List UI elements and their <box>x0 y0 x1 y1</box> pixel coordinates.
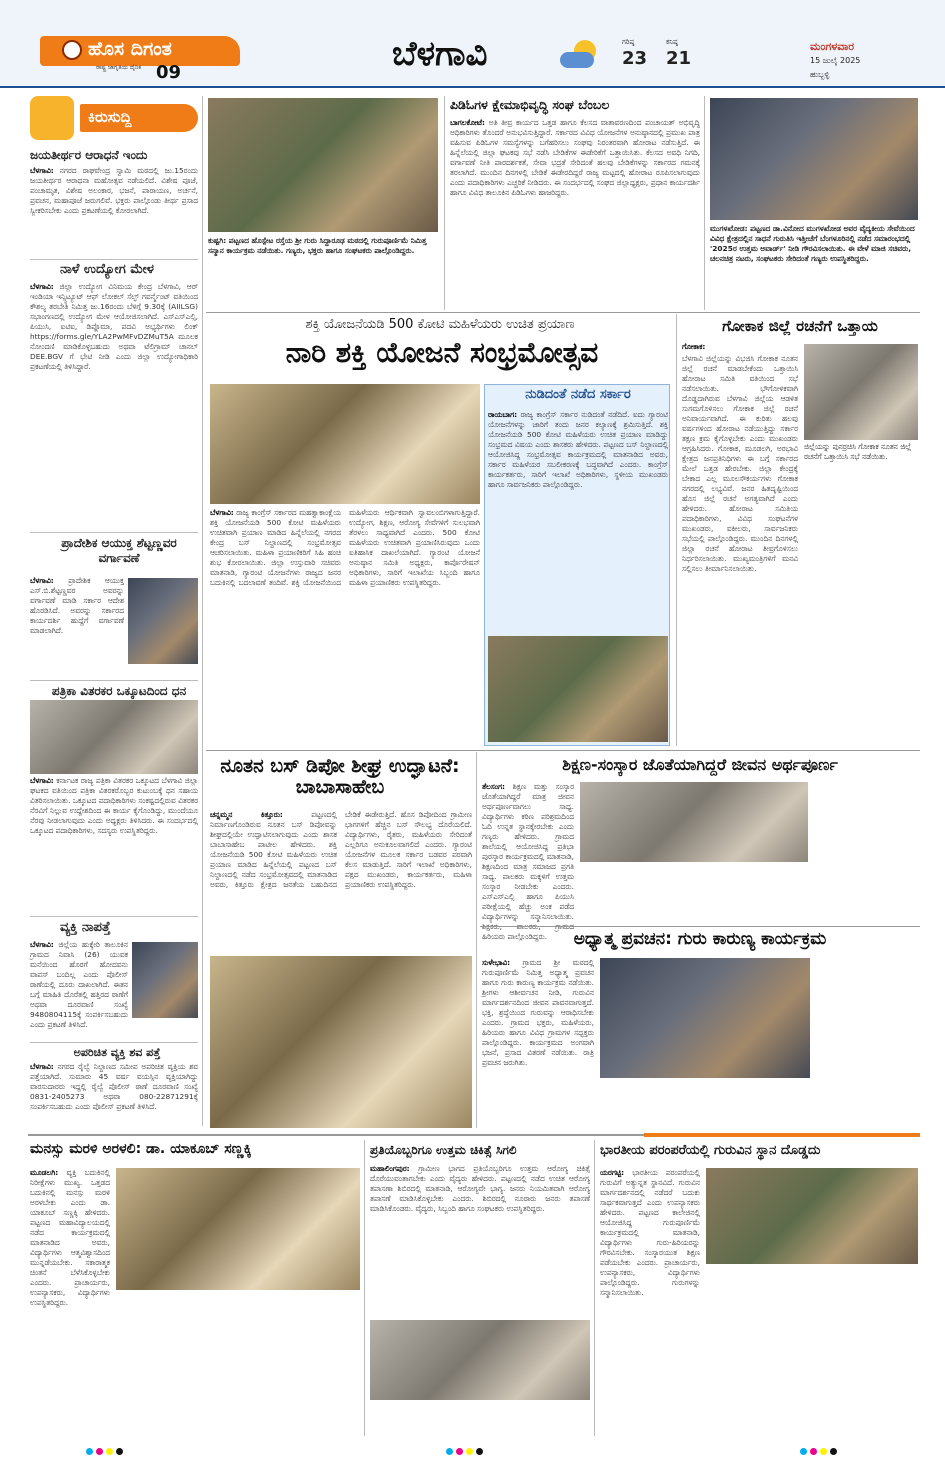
gurupurnima-caption: ಕುಷ್ಟಗಿ: ಪಟ್ಟಣದ ಹೊಸ್ಪೇಟ ರಸ್ತೆಯ ಶ್ರೀ ಗುರು ಸಿದ್ದಾರೂಢ ಮಠದಲ್ಲಿ ಗುರುಪೂರ್ಣಿಮೆ ನಿಮಿತ್ತ ಸನ್ಮಾನ ಕಾರ್ಯಕ್ರಮ ನಡೆಯಿತು. ಗಣ್ಯರು, ಭಕ್ತರು ಹಾಗೂ ಸಂಘಟಕರು ಪಾಲ್ಗೊಂಡಿದ್ದರು. <box>208 236 427 255</box>
nudi-photo <box>488 636 668 742</box>
kiru-icon <box>30 96 74 140</box>
shikshana-body-2 <box>580 864 918 922</box>
gokak-body-continued <box>804 496 918 746</box>
bharatiya-photo <box>706 1168 918 1264</box>
kiru-item-5-head: ವ್ಯಕ್ತಿ ನಾಪತ್ತೆ <box>60 920 111 935</box>
kiru-item-5-body: ಬೆಳಗಾವಿ: ಜಿಲ್ಲೆಯ ಹುಕ್ಕೇರಿ ತಾಲೂಕಿನ ಗ್ರಾಮದ ನಿವಾಸಿ (26) ಯುವಕ ಮನೆಯಿಂದ ಹೊರಗೆ ಹೋದವನು ವಾಪಸ್ ಬಂದಿಲ್ಲ ಎಂದು ಪೊಲೀಸ್ ಠಾಣೆಯಲ್ಲಿ ದೂರು ದಾಖಲಾಗಿದೆ. ಈತನ ಬಗ್ಗೆ ಮಾಹಿತಿ ದೊರೆತಲ್ಲಿ ಹತ್ತಿರದ ಠಾಣೆಗೆ ಅಥವಾ ದೂರವಾಣಿ ಸಂಖ್ಯೆ 9480804115ಕ್ಕೆ ಸಂಪರ್ಕಿಸಬಹುದು ಎಂದು ಪ್ರಕಟಣೆ ತಿಳಿಸಿದೆ. <box>30 940 131 1029</box>
missing-person-photo <box>132 942 198 1018</box>
edition: ಹುಬ್ಬಳ್ಳಿ <box>810 70 830 79</box>
max-temp: 23 <box>622 48 648 69</box>
adhyatma-title: ಅಧ್ಯಾತ್ಮ ಪ್ರವಚನ: ಗುರು ಕಾರುಣ್ಯ ಕಾರ್ಯಕ್ರಮ <box>573 929 827 949</box>
shikshana-title: ಶಿಕ್ಷಣ-ಸಂಸ್ಕಾರ ಜೊತೆಯಾಗಿದ್ದರೆ ಜೀವನ ಅರ್ಥಪೂರ್ಣ <box>562 755 838 774</box>
shikshana-photo <box>580 782 808 862</box>
manasu-body: ಮೂಡಲಗಿ: ವ್ಯಕ್ತಿ ಬದುಕಿನಲ್ಲಿ ನಿರೀಕ್ಷೆಗಳು ಮುಖ್ಯ. ಒತ್ತಡದ ಬದುಕಿನಲ್ಲಿ ಮನಸ್ಸು ಮರಳಿ ಅರಳಬೇಕು ಎಂದು ಡಾ. ಯಾಕೂಬ್ ಸಣ್ಣಕ್ಕಿ ಹೇಳಿದರು. ಪಟ್ಟಣದ ಮಹಾವಿದ್ಯಾಲಯದಲ್ಲಿ ನಡೆದ ಕಾರ್ಯಕ್ರಮದಲ್ಲಿ ಮಾತನಾಡಿದ ಅವರು, ವಿದ್ಯಾರ್ಥಿಗಳು ಆತ್ಮವಿಶ್ವಾಸದಿಂದ ಮುನ್ನಡೆಯಬೇಕು. ಸಕಾರಾತ್ಮಕ ಚಿಂತನೆ ಬೆಳೆಸಿಕೊಳ್ಳಬೇಕು ಎಂದರು. ಪ್ರಾಚಾರ್ಯರು, ಉಪನ್ಯಾಸಕರು, ವಿದ್ಯಾರ್ಥಿಗಳು ಉಪಸ್ಥಿತರಿದ್ದರು. <box>30 1168 113 1307</box>
gurupurnima-photo <box>208 98 438 232</box>
manasu-photo <box>116 1168 360 1290</box>
gokak-title: ಗೋಕಾಕ ಜಿಲ್ಲೆ ರಚನೆಗೆ ಒತ್ತಾಯ <box>722 317 878 335</box>
chikitse-body: ಮಹಾಲಿಂಗಪುರ: ಗ್ರಾಮೀಣ ಭಾಗದ ಪ್ರತಿಯೊಬ್ಬರಿಗೂ ಉತ್ತಮ ಆರೋಗ್ಯ ಚಿಕಿತ್ಸೆ ದೊರೆಯುವಂತಾಗಬೇಕು ಎಂದು ವೈದ್ಯರು ಹೇಳಿದರು. ಪಟ್ಟಣದಲ್ಲಿ ನಡೆದ ಉಚಿತ ಆರೋಗ್ಯ ತಪಾಸಣಾ ಶಿಬಿರದಲ್ಲಿ ಮಾತನಾಡಿ, ಆರೋಗ್ಯವೇ ಭಾಗ್ಯ. ಜನರು ನಿಯಮಿತವಾಗಿ ಆರೋಗ್ಯ ತಪಾಸಣೆ ಮಾಡಿಸಿಕೊಳ್ಳಬೇಕು ಎಂದರು. ಶಿಬಿರದಲ್ಲಿ ನೂರಾರು ಜನರು ತಪಾಸಣೆ ಮಾಡಿಸಿಕೊಂಡರು. ವೈದ್ಯರು, ಸಿಬ್ಬಂದಿ ಹಾಗೂ ಸಂಘಟಕರು ಉಪಸ್ಥಿತರಿದ್ದರು. <box>370 1164 593 1213</box>
registration-marks-left <box>86 1440 146 1450</box>
weather-icon <box>560 40 600 70</box>
bus-body: ಚನ್ನಮ್ಮನ ಕಿತ್ತೂರು: ಪಟ್ಟಣದಲ್ಲಿ ನಿರ್ಮಾಣಗೊಂಡಿರುವ ನೂತನ ಬಸ್ ಡಿಪೋವನ್ನು ಶೀಘ್ರದಲ್ಲಿಯೇ ಉದ್ಘಾಟಿಸಲಾಗುವುದು ಎಂದು ಶಾಸಕ ಬಾಬಾಸಾಹೇಬ ಪಾಟೀಲ ಹೇಳಿದರು. ಶಕ್ತಿ ಯೋಜನೆಯಡಿ 500 ಕೋಟಿ ಮಹಿಳೆಯರು ಉಚಿತ ಪ್ರಯಾಣ ಮಾಡಿದ ಹಿನ್ನೆಲೆಯಲ್ಲಿ ಪಟ್ಟಣದ ಬಸ್ ನಿಲ್ದಾಣದಲ್ಲಿ ನಡೆದ ಸಂಭ್ರಮೋತ್ಸವದಲ್ಲಿ ಮಾತನಾಡಿದ ಅವರು, ಕಿತ್ತೂರು ಕ್ಷೇತ್ರದ ಜನತೆಯ ಬಹುದಿನದ ಬೇಡಿಕೆ ಈಡೇರುತ್ತಿದೆ. ಹೊಸ ಡಿಪೋದಿಂದ ಗ್ರಾಮೀಣ ಭಾಗಗಳಿಗೆ ಹೆಚ್ಚಿನ ಬಸ್ ಸೌಲಭ್ಯ ದೊರೆಯಲಿದೆ. ವಿದ್ಯಾರ್ಥಿಗಳು, ರೈತರು, ಮಹಿಳೆಯರು ಸೇರಿದಂತೆ ಎಲ್ಲರಿಗೂ ಅನುಕೂಲವಾಗಲಿದೆ ಎಂದರು. ಗ್ಯಾರಂಟಿ ಯೋಜನೆಗಳ ಮೂಲಕ ಸರ್ಕಾರ ಬಡವರ ಪರವಾಗಿ ಕೆಲಸ ಮಾಡುತ್ತಿದೆ. ಸಾರಿಗೆ ಇಲಾಖೆ ಅಧಿಕಾರಿಗಳು, ಪಕ್ಷದ ಮುಖಂಡರು, ಕಾರ್ಯಕರ್ತರು, ಮಹಿಳಾ ಪ್ರಯಾಣಿಕರು ಉಪಸ್ಥಿತರಿದ್ದರು. <box>210 810 475 889</box>
kiru-item-6-head: ಅಪರಿಚಿತ ವ್ಯಕ್ತಿ ಶವ ಪತ್ತೆ <box>73 1046 161 1059</box>
registration-marks-right <box>800 1440 860 1450</box>
kiru-item-3-body: ಬೆಳಗಾವಿ: ಪ್ರಾದೇಶಿಕ ಆಯುಕ್ತ ಎಸ್.ಬಿ.ಶೆಟ್ಟಣ್ಣವರ ಅವರನ್ನು ವರ್ಗಾವಣೆ ಮಾಡಿ ಸರ್ಕಾರ ಆದೇಶ ಹೊರಡಿಸಿದೆ. ಅವರನ್ನು ಸರ್ಕಾರದ ಕಾರ್ಯದರ್ಶಿ ಹುದ್ದೆಗೆ ವರ್ಗಾವಣೆ ಮಾಡಲಾಗಿದೆ. <box>30 576 127 635</box>
min-temp-label: ಕನಿಷ್ಠ <box>666 38 678 46</box>
max-temp-label: ಗರಿಷ್ಠ <box>622 38 635 46</box>
brand-name: ಹೊಸ ದಿಗಂತ <box>88 38 172 60</box>
award-caption: ಮುಗಳಖೋಡ: ಪಟ್ಟಣದ ಡಾ.ವಿನೋದ ಮುಗಳಖೋಡ ಅವರ ವೈದ್ಯಕೀಯ ಸೇವೆಯಿಂದ ವಿವಿಧ ಕ್ಷೇತ್ರದಲ್ಲಿನ ಸಾಧನೆ ಗುರುತಿಸಿ ಇತ್ತೀಚೆಗೆ ಬೆಂಗಳೂರಿನಲ್ಲಿ ನಡೆದ ಸಮಾರಂಭದಲ್ಲಿ '2025ರ ಉತ್ತಮ ಅವಾರ್ಡ್' ನೀಡಿ ಗೌರವಿಸಲಾಯಿತು. ಈ ವೇಳೆ ಮಾಜಿ ಸಚಿವರು, ಚಲನಚಿತ್ರ ನಟರು, ಸಂಘಟಕರು ಸೇರಿದಂತೆ ಗಣ್ಯರು ಉಪಸ್ಥಿತರಿದ್ದರು. <box>710 224 915 263</box>
shakti-headline: ನಾರಿ ಶಕ್ತಿ ಯೋಜನೆ ಸಂಭ್ರಮೋತ್ಸವ <box>285 336 599 369</box>
gokak-body-a: ಗೋಕಾಕ: <box>682 342 706 351</box>
brand-tagline: ರಾಷ್ಟ್ರ ಜಾಗೃತಿಯ ದೈನಿಕ <box>96 64 142 71</box>
page-number: 09 <box>156 62 182 83</box>
kiru-item-2-head: ನಾಳೆ ಉದ್ಯೋಗ ಮೇಳ <box>60 262 154 277</box>
kiru-title: ಕಿರುಸುದ್ದಿ <box>88 108 132 126</box>
gokak-body: ಬೆಳಗಾವಿ ಜಿಲ್ಲೆಯನ್ನು ವಿಭಜಿಸಿ ಗೋಕಾಕ ನೂತನ ಜಿಲ್ಲೆ ರಚನೆ ಮಾಡಬೇಕೆಂದು ಒತ್ತಾಯಿಸಿ ಹೋರಾಟ ಸಮಿತಿ ವತಿಯಿಂದ ಸಭೆ ನಡೆಸಲಾಯಿತು. ಭೌಗೋಳಿಕವಾಗಿ ದೊಡ್ಡದಾಗಿರುವ ಬೆಳಗಾವಿ ಜಿಲ್ಲೆಯ ಆಡಳಿತ ಸುಗಮಗೊಳಿಸಲು ಗೋಕಾಕ ಜಿಲ್ಲೆ ರಚನೆ ಅನಿವಾರ್ಯವಾಗಿದೆ. ಈ ಕುರಿತು ಹಲವು ವರ್ಷಗಳಿಂದ ಹೋರಾಟ ನಡೆಯುತ್ತಿದ್ದು ಸರ್ಕಾರ ತಕ್ಷಣ ಕ್ರಮ ಕೈಗೊಳ್ಳಬೇಕು ಎಂದು ಮುಖಂಡರು ಆಗ್ರಹಿಸಿದರು. ಗೋಕಾಕ, ಮೂಡಲಗಿ, ಅರಭಾವಿ ಕ್ಷೇತ್ರದ ಜನಪ್ರತಿನಿಧಿಗಳು ಈ ಬಗ್ಗೆ ಸರ್ಕಾರದ ಮೇಲೆ ಒತ್ತಡ ಹೇರಬೇಕು. ಜಿಲ್ಲಾ ಕೇಂದ್ರಕ್ಕೆ ಬೇಕಾದ ಎಲ್ಲ ಮೂಲಸೌಕರ್ಯಗಳು ಗೋಕಾಕ ನಗರದಲ್ಲಿ ಲಭ್ಯವಿವೆ. ಜನರ ಹಿತದೃಷ್ಟಿಯಿಂದ ಹೊಸ ಜಿಲ್ಲೆ ರಚನೆ ಅಗತ್ಯವಾಗಿದೆ ಎಂದು ಹೇಳಿದರು. ಹೋರಾಟ ಸಮಿತಿಯ ಪದಾಧಿಕಾರಿಗಳು, ವಿವಿಧ ಸಂಘಟನೆಗಳ ಮುಖಂಡರು, ವಕೀಲರು, ಸಾರ್ವಜನಿಕರು ಸಭೆಯಲ್ಲಿ ಪಾಲ್ಗೊಂಡಿದ್ದರು. ಮುಂದಿನ ದಿನಗಳಲ್ಲಿ ಜಿಲ್ಲಾ ರಚನೆ ಹೋರಾಟ ತೀವ್ರಗೊಳಿಸಲು ನಿರ್ಧರಿಸಲಾಯಿತು. ಮುಖ್ಯಮಂತ್ರಿಗಳಿಗೆ ಮನವಿ ಸಲ್ಲಿಸಲು ತೀರ್ಮಾನಿಸಲಾಯಿತು. <box>682 354 801 573</box>
manasu-title: ಮನಸ್ಸು ಮರಳಿ ಅರಳಲಿ: ಡಾ. ಯಾಕೂಬ್ ಸಣ್ಣಕ್ಕಿ <box>30 1141 252 1157</box>
manasu-body-2 <box>116 1294 360 1434</box>
bharatiya-body: ಯರಗಟ್ಟಿ: ಭಾರತೀಯ ಪರಂಪರೆಯಲ್ಲಿ ಗುರುವಿಗೆ ಅತ್ಯುನ್ನತ ಸ್ಥಾನವಿದೆ. ಗುರುವಿನ ಮಾರ್ಗದರ್ಶನದಲ್ಲಿ ನಡೆದರೆ ಬದುಕು ಸಾರ್ಥಕವಾಗುತ್ತದೆ ಎಂದು ಉಪನ್ಯಾಸಕರು ಹೇಳಿದರು. ಪಟ್ಟಣದ ಕಾಲೇಜಿನಲ್ಲಿ ಆಯೋಜಿಸಿದ್ದ ಗುರುಪೂರ್ಣಿಮೆ ಕಾರ್ಯಕ್ರಮದಲ್ಲಿ ಮಾತನಾಡಿ, ವಿದ್ಯಾರ್ಥಿಗಳು ಗುರು-ಹಿರಿಯರನ್ನು ಗೌರವಿಸಬೇಕು. ಸಂಸ್ಕಾರಯುತ ಶಿಕ್ಷಣ ಪಡೆಯಬೇಕು ಎಂದರು. ಪ್ರಾಚಾರ್ಯರು, ಉಪನ್ಯಾಸಕರು, ವಿದ್ಯಾರ್ಥಿಗಳು ಪಾಲ್ಗೊಂಡಿದ್ದರು. ಗುರುಗಳನ್ನು ಸನ್ಮಾನಿಸಲಾಯಿತು. <box>600 1168 703 1297</box>
award-photo <box>710 98 918 220</box>
shakti-kicker: ಶಕ್ತಿ ಯೋಜನೆಯಡಿ 500 ಕೋಟಿ ಮಹಿಳೆಯರು ಉಚಿತ ಪ್ರಯಾಣ <box>305 317 575 332</box>
nudi-title: ನುಡಿದಂತೆ ನಡೆದ ಸರ್ಕಾರ <box>525 387 631 402</box>
kiru-item-1-head: ಜಯತೀರ್ಥರ ಆರಾಧನೆ ಇಂದು <box>30 148 148 162</box>
bharatiya-title: ಭಾರತೀಯ ಪರಂಪರೆಯಲ್ಲಿ ಗುರುವಿನ ಸ್ಥಾನ ದೊಡ್ಡದು <box>600 1143 821 1158</box>
min-temp: 21 <box>666 48 692 69</box>
kiru-item-2-body: ಬೆಳಗಾವಿ: ಜಿಲ್ಲಾ ಉದ್ಯೋಗ ವಿನಿಮಯ ಕೇಂದ್ರ ಬೆಳಗಾವಿ, ಆರ್ ಇಂಡಿಯಾ ಇನ್ಸ್ಟಿಟ್ಯೂಟ್ ಆಫ್ ಲೋಕಲ್ ಸೆಲ್ಫ್ ಗವರ್ನ್ಮೆಂಟ್ ವತಿಯಿಂದ ಕೌಶಲ್ಯ ತರಬೇತಿ ನಿಮಿತ್ತ ಜು.16ರಂದು ಬೆಳಿಗ್ಗೆ 9.30ಕ್ಕೆ (AIILSG) ಸಭಾಂಗಣದಲ್ಲಿ ಉದ್ಯೋಗ ಮೇಳ ಆಯೋಜಿಸಲಾಗಿದೆ. ಎಸ್ಎಸ್ಎಲ್ಸಿ, ಪಿಯುಸಿ, ಐಟಿಐ, ಡಿಪ್ಲೊಮಾ, ಪದವಿ ಅಭ್ಯರ್ಥಿಗಳು ಲಿಂಕ್ https://forms.gle/YLA2PwMFvDZMuT5A ಮೂಲಕ ನೋಂದಣಿ ಮಾಡಿಕೊಳ್ಳಬಹುದು ಅಥವಾ ಟೆಲಿಗ್ರಾಮ್ ಚಾನಲ್ DEE.BGV ಗೆ ಭೇಟಿ ನೀಡಿ ಎಂದು ಜಿಲ್ಲಾ ಉದ್ಯೋಗಾಧಿಕಾರಿ ಪ್ರಕಟಣೆಯಲ್ಲಿ ತಿಳಿಸಿದ್ದಾರೆ. <box>30 282 201 371</box>
issue-date: 15 ಜುಲೈ 2025 <box>810 56 861 65</box>
pdo-title: ಪಿಡಿಓಗಳ ಕ್ಷೇಮಾಭಿವೃದ್ಧಿ ಸಂಘ ಬೆಂಬಲ <box>450 97 610 112</box>
official-portrait <box>128 578 198 664</box>
adhyatma-body-2 <box>816 958 918 1128</box>
shakti-photo <box>210 384 480 504</box>
bharatiya-body-2 <box>706 1268 918 1434</box>
donation-photo <box>30 700 198 774</box>
nudi-body: ರಾಯಬಾಗ: ರಾಜ್ಯ ಕಾಂಗ್ರೆಸ್ ಸರ್ಕಾರ ನುಡಿದಂತೆ ನಡೆದಿದೆ. ಐದು ಗ್ಯಾರಂಟಿ ಯೋಜನೆಗಳನ್ನು ಜಾರಿಗೆ ತಂದು ಜನರ ಕಲ್ಯಾಣಕ್ಕೆ ಶ್ರಮಿಸುತ್ತಿದೆ. ಶಕ್ತಿ ಯೋಜನೆಯಡಿ 500 ಕೋಟಿ ಮಹಿಳೆಯರು ಉಚಿತ ಪ್ರಯಾಣ ಮಾಡಿದ್ದು ಸಂಭ್ರಮದ ವಿಷಯ ಎಂದು ಶಾಸಕರು ಹೇಳಿದರು. ಪಟ್ಟಣದ ಬಸ್ ನಿಲ್ದಾಣದಲ್ಲಿ ಆಯೋಜಿಸಿದ್ದ ಸಂಭ್ರಮೋತ್ಸವ ಕಾರ್ಯಕ್ರಮದಲ್ಲಿ ಮಾತನಾಡಿದ ಅವರು, ಸರ್ಕಾರ ಮಹಿಳೆಯರ ಸಬಲೀಕರಣಕ್ಕೆ ಬದ್ಧವಾಗಿದೆ ಎಂದರು. ಕಾಂಗ್ರೆಸ್ ಕಾರ್ಯಕರ್ತರು, ಸಾರಿಗೆ ಇಲಾಖೆ ಅಧಿಕಾರಿಗಳು, ಸ್ಥಳೀಯ ಮುಖಂಡರು ಹಾಗೂ ಸಾರ್ವಜನಿಕರು ಪಾಲ್ಗೊಂಡಿದ್ದರು. <box>488 410 671 489</box>
shakti-body: ಬೆಳಗಾವಿ: ರಾಜ್ಯ ಕಾಂಗ್ರೆಸ್ ಸರ್ಕಾರದ ಮಹತ್ವಾಕಾಂಕ್ಷೆಯ ಶಕ್ತಿ ಯೋಜನೆಯಡಿ 500 ಕೋಟಿ ಮಹಿಳೆಯರು ಉಚಿತವಾಗಿ ಪ್ರಯಾಣ ಮಾಡಿದ ಹಿನ್ನೆಲೆಯಲ್ಲಿ ನಗರದ ಕೇಂದ್ರ ಬಸ್ ನಿಲ್ದಾಣದಲ್ಲಿ ಸಂಭ್ರಮೋತ್ಸವ ಆಚರಿಸಲಾಯಿತು. ಮಹಿಳಾ ಪ್ರಯಾಣಿಕರಿಗೆ ಸಿಹಿ ಹಂಚಿ ಶುಭ ಕೋರಲಾಯಿತು. ಜಿಲ್ಲಾ ಉಸ್ತುವಾರಿ ಸಚಿವರು ಮಾತನಾಡಿ, ಗ್ಯಾರಂಟಿ ಯೋಜನೆಗಳು ರಾಜ್ಯದ ಜನರ ಬದುಕಿನಲ್ಲಿ ಬದಲಾವಣೆ ತಂದಿವೆ. ಶಕ್ತಿ ಯೋಜನೆಯಿಂದ ಮಹಿಳೆಯರು ಆರ್ಥಿಕವಾಗಿ ಸ್ವಾವಲಂಬಿಗಳಾಗುತ್ತಿದ್ದಾರೆ. ಉದ್ಯೋಗ, ಶಿಕ್ಷಣ, ಆರೋಗ್ಯ ಸೇವೆಗಳಿಗೆ ಸುಲಭವಾಗಿ ತೆರಳಲು ಸಾಧ್ಯವಾಗಿದೆ ಎಂದರು. 500 ಕೋಟಿ ಮಹಿಳೆಯರು ಉಚಿತವಾಗಿ ಪ್ರಯಾಣಿಸಿರುವುದು ಒಂದು ಐತಿಹಾಸಿಕ ದಾಖಲೆಯಾಗಿದೆ. ಗ್ಯಾರಂಟಿ ಯೋಜನೆ ಅನುಷ್ಠಾನ ಸಮಿತಿ ಅಧ್ಯಕ್ಷರು, ಕಾರ್ಪೊರೇಷನ್ ಅಧಿಕಾರಿಗಳು, ಸಾರಿಗೆ ಇಲಾಖೆಯ ಸಿಬ್ಬಂದಿ ಹಾಗೂ ಮಹಿಳಾ ಪ್ರಯಾಣಿಕರು ಉಪಸ್ಥಿತರಿದ್ದರು. <box>210 508 483 587</box>
kiru-item-1-body: ಬೆಳಗಾವಿ: ನಗರದ ರಾಘವೇಂದ್ರ ಸ್ವಾಮಿ ಮಠದಲ್ಲಿ ಜು.15ರಂದು ಜಯತೀರ್ಥರ ಆರಾಧನಾ ಮಹೋತ್ಸವ ನಡೆಯಲಿದೆ. ವಿಶೇಷ ಪೂಜೆ, ಪಂಚಾಮೃತ, ವಿಶೇಷ ಅಲಂಕಾರ, ಭಜನೆ, ಪಾರಾಯಣ, ಅರ್ಚನೆ, ಪ್ರವಚನ, ಮಹಾಪೂಜೆ ಜರುಗಲಿವೆ. ಭಕ್ತರು ಪಾಲ್ಗೊಂಡು ತೀರ್ಥ ಪ್ರಸಾದ ಸ್ವೀಕರಿಸಬೇಕು ಎಂದು ಪ್ರಕಟಣೆಯಲ್ಲಿ ಕೋರಲಾಗಿದೆ. <box>30 166 201 215</box>
bus-photo <box>210 956 472 1128</box>
kiru-item-4-body: ಬೆಳಗಾವಿ: ಕರ್ನಾಟಕ ರಾಜ್ಯ ಪತ್ರಿಕಾ ವಿತರಕರ ಒಕ್ಕೂಟದ ಬೆಳಗಾವಿ ಜಿಲ್ಲಾ ಘಟಕದ ವತಿಯಿಂದ ಪತ್ರಿಕಾ ವಿತರಕರೊಬ್ಬರ ಕುಟುಂಬಕ್ಕೆ ಧನ ಸಹಾಯ ವಿತರಿಸಲಾಯಿತು. ಒಕ್ಕೂಟದ ಪದಾಧಿಕಾರಿಗಳು ಸಂಕಷ್ಟದಲ್ಲಿರುವ ವಿತರಕರ ನೆರವಿಗೆ ನಿಲ್ಲುವ ಉದ್ದೇಶದಿಂದ ಈ ಕಾರ್ಯ ಕೈಗೊಂಡಿದ್ದು, ಮುಂದೆಯೂ ನೆರವು ನೀಡಲಾಗುವುದು ಎಂದು ಅಧ್ಯಕ್ಷರು ತಿಳಿಸಿದರು. ಈ ಸಂದರ್ಭದಲ್ಲಿ ಒಕ್ಕೂಟದ ಪದಾಧಿಕಾರಿಗಳು, ಸದಸ್ಯರು ಉಪಸ್ಥಿತರಿದ್ದರು. <box>30 776 201 835</box>
issue-day: ಮಂಗಳವಾರ <box>810 40 855 53</box>
chikitse-title: ಪ್ರತಿಯೊಬ್ಬರಿಗೂ ಉತ್ತಮ ಚಿಕಿತ್ಸೆ ಸಿಗಲಿ <box>370 1143 517 1157</box>
bottom-rule-accent <box>644 1133 920 1137</box>
registration-marks-center <box>446 1440 506 1450</box>
gokak-photo-caption: ಜಿಲ್ಲೆಯನ್ನು ಪುನರ್ರಚಿಸಿ ಗೋಕಾಕ ನೂತನ ಜಿಲ್ಲೆ ರಚನೆಗೆ ಒತ್ತಾಯಿಸಿ ಸಭೆ ನಡೆಯಿತು. <box>804 442 912 461</box>
gokak-photo <box>804 344 918 440</box>
adhyatma-body: ಸುಳೇಭಾವಿ: ಗ್ರಾಮದ ಶ್ರೀ ಮಠದಲ್ಲಿ ಗುರುಪೂರ್ಣಿಮೆ ನಿಮಿತ್ತ ಅಧ್ಯಾತ್ಮ ಪ್ರವಚನ ಹಾಗೂ ಗುರು ಕಾರುಣ್ಯ ಕಾರ್ಯಕ್ರಮ ನಡೆಯಿತು. ಶ್ರೀಗಳು ಆಶೀರ್ವಚನ ನೀಡಿ, ಗುರುವಿನ ಮಾರ್ಗದರ್ಶನದಿಂದ ಜೀವನ ಪಾವನವಾಗುತ್ತದೆ. ಭಕ್ತಿ, ಶ್ರದ್ಧೆಯಿಂದ ಗುರುವನ್ನು ಆರಾಧಿಸಬೇಕು ಎಂದರು. ಗ್ರಾಮದ ಭಕ್ತರು, ಮಹಿಳೆಯರು, ಹಿರಿಯರು ಹಾಗೂ ವಿವಿಧ ಗ್ರಾಮಗಳ ಸದ್ಭಕ್ತರು ಪಾಲ್ಗೊಂಡಿದ್ದರು. ಕಾರ್ಯಕ್ರಮದ ಅಂಗವಾಗಿ ಭಜನೆ, ಪ್ರಸಾದ ವಿತರಣೆ ನಡೆಯಿತು. ರಾತ್ರಿ ಪ್ರವಚನ ಜರುಗಿತು. <box>482 958 597 1067</box>
bus-title: ನೂತನ ಬಸ್ ಡಿಪೋ ಶೀಘ್ರ ಉದ್ಘಾಟನೆ: ಬಾಬಾಸಾಹೇಬ <box>220 755 460 798</box>
city-title: ಬೆಳಗಾವಿ <box>392 34 488 74</box>
pdo-body: ಬಾಗಲಕೋಟೆ: ಅತಿ ತೀವ್ರ ಕಾರ್ಯದ ಒತ್ತಡ ಹಾಗೂ ಕೆಲಸದ ವಾತಾವರಣದಿಂದ ಪಂಚಾಯತ್ ಅಭಿವೃದ್ಧಿ ಅಧಿಕಾರಿಗಳು ತೊಂದರೆ ಅನುಭವಿಸುತ್ತಿದ್ದಾರೆ. ಸರ್ಕಾರದ ವಿವಿಧ ಯೋಜನೆಗಳ ಅನುಷ್ಠಾನದಲ್ಲಿ ಪ್ರಮುಖ ಪಾತ್ರ ವಹಿಸುವ ಪಿಡಿಓಗಳ ಸಮಸ್ಯೆಗಳನ್ನು ಬಗೆಹರಿಸಲು ಸಂಘವು ನಿರಂತರವಾಗಿ ಹೋರಾಟ ನಡೆಸುತ್ತಿದೆ. ಈ ಹಿನ್ನೆಲೆಯಲ್ಲಿ ಜಿಲ್ಲಾ ಘಟಕವು ಸಭೆ ನಡೆಸಿ ಬೇಡಿಕೆಗಳ ಈಡೇರಿಕೆಗೆ ಒತ್ತಾಯಿಸಿತು. ಕೆಲಸದ ಅವಧಿ ನಿಗದಿ, ವರ್ಗಾವಣೆ ನೀತಿ ಪಾರದರ್ಶಕತೆ, ಸೇವಾ ಭದ್ರತೆ ಸೇರಿದಂತೆ ಹಲವು ಬೇಡಿಕೆಗಳನ್ನು ಸರ್ಕಾರದ ಗಮನಕ್ಕೆ ತರಲಾಗಿದೆ. ಮುಂದಿನ ದಿನಗಳಲ್ಲಿ ಬೇಡಿಕೆ ಈಡೇರದಿದ್ದರೆ ರಾಜ್ಯ ಮಟ್ಟದಲ್ಲಿ ಹೋರಾಟ ರೂಪಿಸಲಾಗುವುದು ಎಂದು ಪದಾಧಿಕಾರಿಗಳು ಎಚ್ಚರಿಕೆ ನೀಡಿದರು. ಈ ಸಂದರ್ಭದಲ್ಲಿ ಸಂಘದ ಜಿಲ್ಲಾಧ್ಯಕ್ಷರು, ಪ್ರಧಾನ ಕಾರ್ಯದರ್ಶಿ ಹಾಗೂ ವಿವಿಧ ತಾಲೂಕಿನ ಪಿಡಿಓಗಳು ಹಾಜರಿದ್ದರು. <box>450 118 703 197</box>
kiru-item-6-body: ಬೆಳಗಾವಿ: ನಗರದ ರೈಲ್ವೆ ನಿಲ್ದಾಣದ ಸಮೀಪ ಅಪರಿಚಿತ ವ್ಯಕ್ತಿಯ ಶವ ಪತ್ತೆಯಾಗಿದೆ. ಸುಮಾರು 45 ವರ್ಷ ವಯಸ್ಸಿನ ವ್ಯಕ್ತಿಯಾಗಿದ್ದು ವಾರಸುದಾರರು ಇದ್ದಲ್ಲಿ ರೈಲ್ವೆ ಪೊಲೀಸ್ ಠಾಣೆ ದೂರವಾಣಿ ಸಂಖ್ಯೆ 0831-2405273 ಅಥವಾ 080-22871291ಕ್ಕೆ ಸಂಪರ್ಕಿಸಬಹುದು ಎಂದು ಪೊಲೀಸ್ ಪ್ರಕಟಣೆ ತಿಳಿಸಿದೆ. <box>30 1062 201 1111</box>
kiru-suddi-column <box>30 96 201 1126</box>
chikitse-photo <box>370 1320 590 1400</box>
brand-emblem-icon <box>62 40 82 60</box>
kiru-item-3-head: ಪ್ರಾದೇಶಿಕ ಆಯುಕ್ತ ಶೆಟ್ಟಣ್ಣವರ ವರ್ಗಾವಣೆ <box>61 536 177 565</box>
masthead <box>0 0 945 88</box>
adhyatma-photo <box>600 958 810 1078</box>
kiru-item-4-head: ಪತ್ರಿಕಾ ವಿತರಕರ ಒಕ್ಕೂಟದಿಂದ ಧನ <box>51 684 187 698</box>
shikshana-body: ತೆಲಸಂಗ: ಶಿಕ್ಷಣ ಮತ್ತು ಸಂಸ್ಕಾರ ಜೊತೆಯಾಗಿದ್ದರೆ ಮಾತ್ರ ಜೀವನ ಅರ್ಥಪೂರ್ಣವಾಗಲು ಸಾಧ್ಯ. ವಿದ್ಯಾರ್ಥಿಗಳು ಕಠಿಣ ಪರಿಶ್ರಮದಿಂದ ಓದಿ ಉನ್ನತ ಸ್ಥಾನಕ್ಕೇರಬೇಕು ಎಂದು ಗಣ್ಯರು ಹೇಳಿದರು. ಗ್ರಾಮದ ಶಾಲೆಯಲ್ಲಿ ಆಯೋಜಿಸಿದ್ದ ಪ್ರತಿಭಾ ಪುರಸ್ಕಾರ ಕಾರ್ಯಕ್ರಮದಲ್ಲಿ ಮಾತನಾಡಿ, ಶಿಕ್ಷಣದಿಂದ ಮಾತ್ರ ಸಮಾಜದ ಪ್ರಗತಿ ಸಾಧ್ಯ. ಪಾಲಕರು ಮಕ್ಕಳಿಗೆ ಉತ್ತಮ ಸಂಸ್ಕಾರ ನೀಡಬೇಕು ಎಂದರು. ಎಸ್ಎಸ್ಎಲ್ಸಿ ಹಾಗೂ ಪಿಯುಸಿ ಪರೀಕ್ಷೆಯಲ್ಲಿ ಹೆಚ್ಚು ಅಂಕ ಪಡೆದ ವಿದ್ಯಾರ್ಥಿಗಳನ್ನು ಸನ್ಮಾನಿಸಲಾಯಿತು. ಹಿರಿಯರು ಪಾಲ್ಗೊಂಡಿದ್ದರು. <box>482 782 574 941</box>
